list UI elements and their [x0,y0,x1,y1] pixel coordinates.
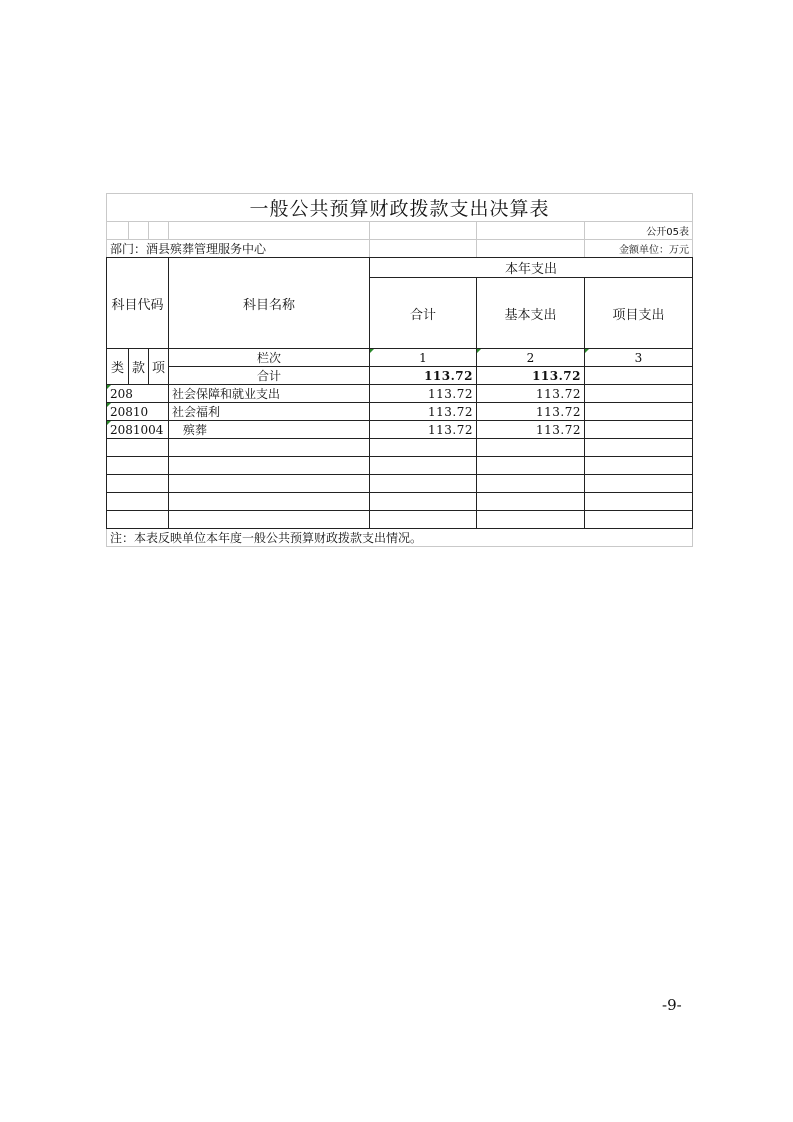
row-total: 113.72 [370,403,477,421]
empty-row [107,439,693,457]
header-current-year: 本年支出 [370,258,693,278]
row-basic: 113.72 [477,421,585,439]
sum-project [585,367,693,385]
column-3: 3 [585,349,693,367]
empty-row [107,475,693,493]
sum-total: 113.72 [370,367,477,385]
empty-row [107,493,693,511]
table-row [107,403,693,421]
row-code: 208 [107,385,169,403]
row-total: 113.72 [370,385,477,403]
department-label: 部门：酒县殡葬管理服务中心 [107,240,370,258]
row-project [585,403,693,421]
row-basic: 113.72 [477,403,585,421]
header-xiang: 项 [149,349,169,385]
row-name: 社会福利 [169,403,370,421]
row-project [585,421,693,439]
row-project [585,385,693,403]
header-lei: 类 [107,349,129,385]
table-row [107,421,693,439]
sum-label: 合计 [169,367,370,385]
header-total: 合计 [370,278,477,349]
row-code: 20810 [107,403,169,421]
row-total: 113.72 [370,421,477,439]
header-column-no: 栏次 [169,349,370,367]
page-number: -9- [662,996,682,1014]
budget-sheet [106,193,692,547]
column-1: 1 [370,349,477,367]
column-2: 2 [477,349,585,367]
table-row [107,385,693,403]
row-basic: 113.72 [477,385,585,403]
table-title: 一般公共预算财政拨款支出决算表 [107,194,693,222]
header-code: 科目代码 [107,258,169,349]
table-note: 注：本表反映单位本年度一般公共预算财政拨款支出情况。 [107,529,693,547]
row-name: 殡葬 [169,421,370,439]
row-name: 社会保障和就业支出 [169,385,370,403]
header-project: 项目支出 [585,278,693,349]
header-basic: 基本支出 [477,278,585,349]
empty-row [107,511,693,529]
sum-basic: 113.72 [477,367,585,385]
header-name: 科目名称 [169,258,370,349]
unit-label: 金额单位：万元 [585,240,693,258]
row-code: 2081004 [107,421,169,439]
expenditure-table [106,193,693,547]
form-number: 公开05表 [585,222,693,240]
empty-row [107,457,693,475]
header-kuan: 款 [129,349,149,385]
